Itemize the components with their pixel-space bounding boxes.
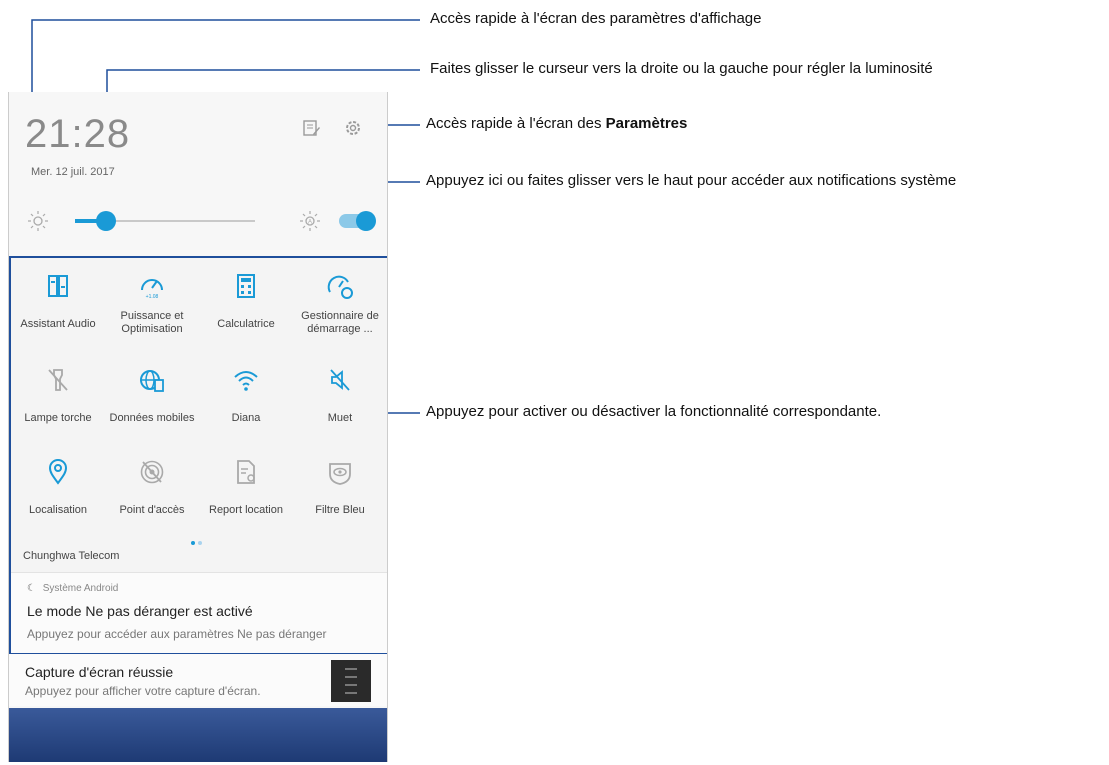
location-icon (44, 458, 72, 486)
svg-text:+1.08: +1.08 (145, 294, 159, 300)
date: Mer. 12 juil. 2017 (31, 166, 115, 178)
quick-tile[interactable] (293, 268, 387, 360)
moon-icon: ☾ (27, 583, 36, 594)
quick-tile-label: Gestionnaire de démarrage ... (301, 310, 379, 335)
blue-filter-icon (326, 458, 354, 486)
quick-tile-label: Muet (327, 412, 353, 424)
svg-text:A: A (307, 219, 313, 226)
calculator-icon (232, 272, 260, 300)
callout-brightness: Faites glisser le curseur vers la droite ou la gauche pour régler la luminosité (430, 60, 933, 77)
brightness-row (9, 204, 387, 236)
speed-gauge-icon (138, 272, 166, 300)
quick-tile[interactable] (11, 362, 105, 454)
mute-icon (326, 366, 354, 394)
screenshot-notification[interactable] (9, 654, 387, 706)
quick-tile-label: Diana (231, 412, 261, 424)
notification-title: Capture d'écran réussie (25, 664, 174, 680)
wallpaper-strip (9, 708, 387, 762)
notification-text: Appuyez pour afficher votre capture d'écran. (25, 684, 261, 698)
quick-tile[interactable] (105, 362, 199, 454)
phone-screenshot (8, 92, 388, 762)
callout-settings (426, 115, 687, 132)
callout-system-notifications: Appuyez ici ou faites glisser vers le haut pour accéder aux notifications système (426, 172, 957, 189)
callout-settings-bold: Paramètres (605, 115, 688, 132)
carrier-name: Chunghwa Telecom (23, 550, 120, 562)
callout-settings-text: Accès rapide à l'écran des (426, 115, 606, 132)
quick-tile-label: Localisation (28, 504, 88, 516)
report-location-icon (232, 458, 260, 486)
mobile-data-icon (138, 366, 166, 394)
quick-tile-label: Assistant Audio (20, 318, 96, 330)
quick-tile[interactable] (293, 362, 387, 454)
quick-settings-panel (9, 256, 388, 654)
notification-app-name: Système Android (42, 583, 119, 594)
page-indicator (191, 532, 205, 550)
quick-tile[interactable] (293, 454, 387, 546)
wifi-icon (232, 366, 260, 394)
toggle-knob (356, 211, 376, 231)
callout-toggle-features: Appuyez pour activer ou désactiver la fonctionnalité correspondante. (426, 403, 882, 420)
screenshot-thumbnail (331, 660, 371, 702)
callout-display-settings: Accès rapide à l'écran des paramètres d'affichage (430, 10, 762, 27)
quick-tile-label: Lampe torche (24, 412, 92, 424)
quick-tile-label: Calculatrice (217, 318, 275, 330)
quick-tile-label: Report location (209, 504, 283, 516)
quick-tile-label: Données mobiles (109, 412, 195, 424)
dnd-notification[interactable] (11, 572, 387, 653)
page-dot-active (191, 541, 195, 545)
brightness-slider-thumb[interactable] (96, 211, 116, 231)
auto-brightness-toggle[interactable] (339, 214, 373, 228)
quick-tile[interactable] (105, 268, 199, 360)
quick-tile-label: Puissance et Optimisation (120, 310, 184, 335)
quick-tile[interactable] (199, 268, 293, 360)
notification-app (27, 583, 118, 594)
quick-tile-label: Filtre Bleu (315, 504, 365, 516)
quick-tile-label: Point d'accès (119, 504, 185, 516)
hotspot-icon (138, 458, 166, 486)
gear-icon[interactable] (343, 118, 363, 138)
audio-assistant-icon (44, 272, 72, 300)
quick-tile[interactable] (199, 362, 293, 454)
boost-gauge-icon (326, 272, 354, 300)
auto-brightness-icon[interactable] (299, 210, 321, 232)
quick-tile[interactable] (11, 454, 105, 546)
clock: 21:28 (25, 112, 131, 156)
flashlight-icon (44, 366, 72, 394)
quick-tile[interactable] (199, 454, 293, 546)
notification-text: Appuyez pour accéder aux paramètres Ne pas déranger (27, 627, 327, 641)
quick-tile[interactable] (11, 268, 105, 360)
notification-title: Le mode Ne pas déranger est activé (27, 603, 253, 619)
brightness-low-icon (27, 210, 49, 232)
page-dot (198, 541, 202, 545)
quick-tile[interactable] (105, 454, 199, 546)
edit-icon[interactable] (301, 118, 321, 138)
